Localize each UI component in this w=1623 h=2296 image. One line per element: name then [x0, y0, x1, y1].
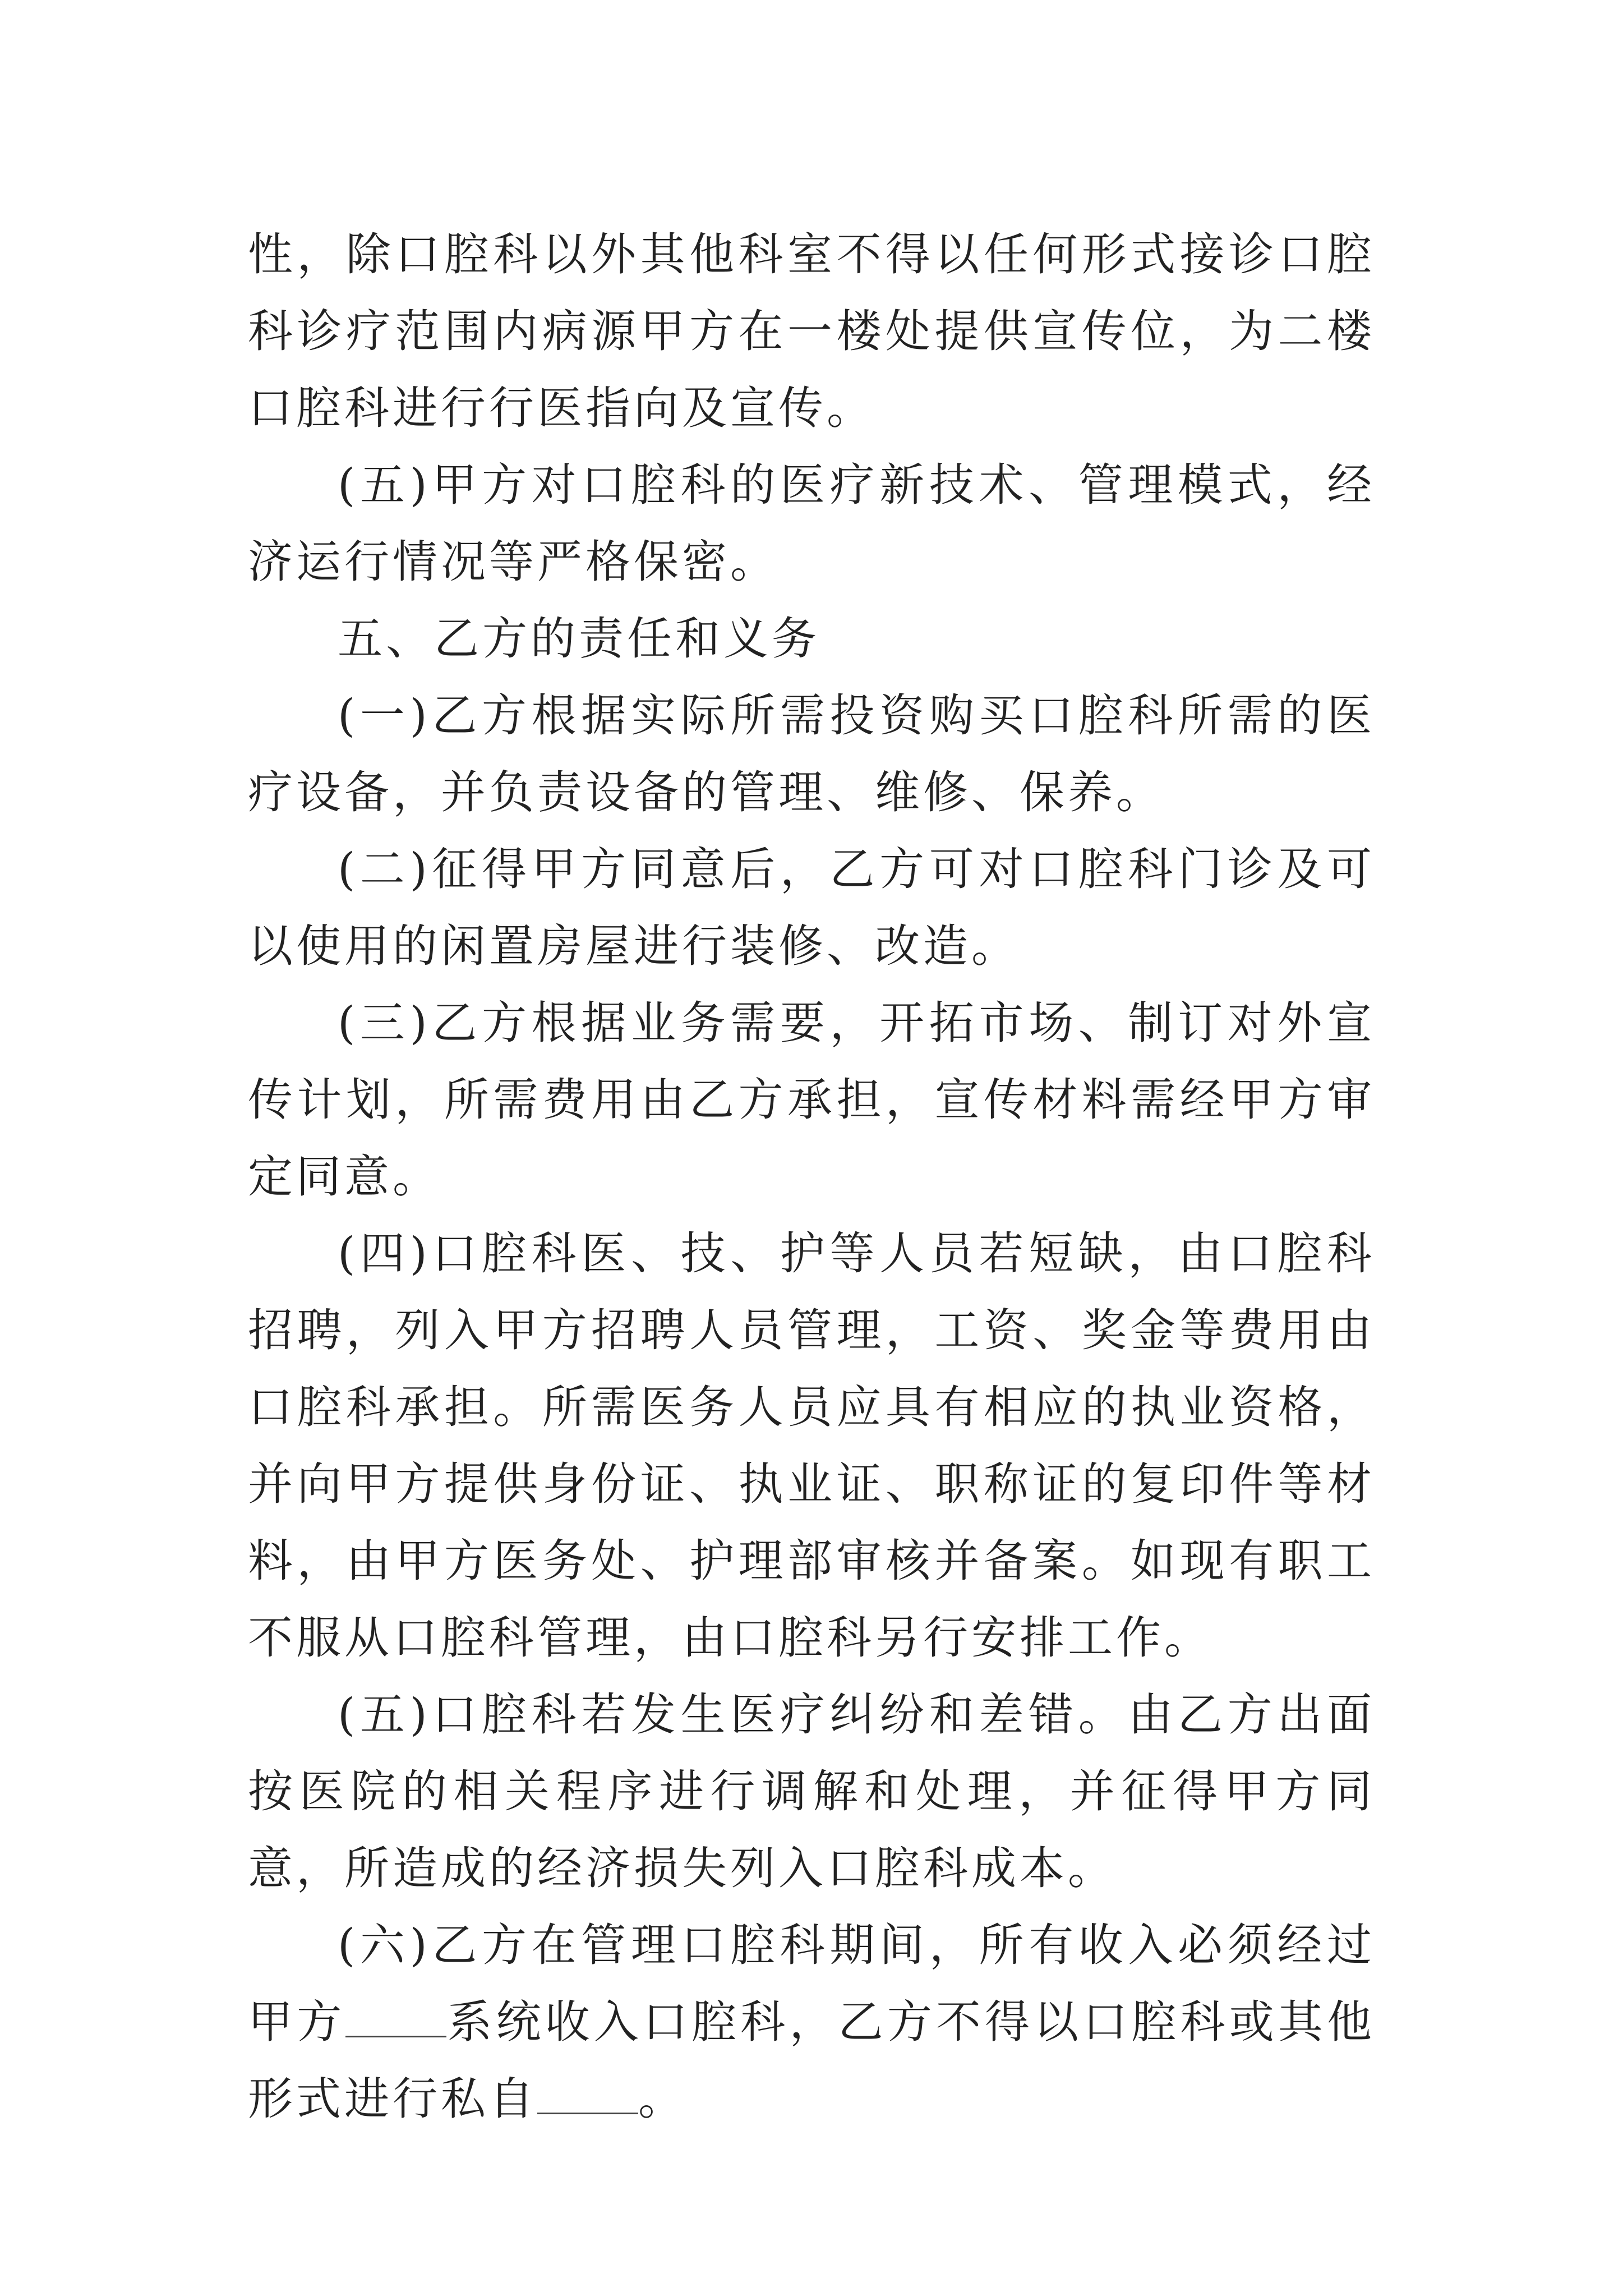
- paragraph-text-part: 系统收入口腔科，乙方不得以口腔科或其他形式进行私自: [248, 1996, 1376, 2125]
- document-body: [248, 216, 1375, 2137]
- section-heading: 五、乙方的责任和义务: [338, 613, 820, 665]
- paragraph: (一)乙方根据实际所需投资购买口腔科所需的医疗设备，并负责设备的管理、维修、保养。: [248, 689, 1375, 818]
- paragraph: (二)征得甲方同意后，乙方可对口腔科门诊及可以使用的闲置房屋进行装修、改造。: [248, 843, 1375, 972]
- paragraph-text-part: 。: [638, 2073, 686, 2125]
- fill-in-blank: [537, 2072, 638, 2114]
- paragraph-with-blanks: [248, 1907, 1375, 2137]
- paragraph: (四)口腔科医、技、护等人员若短缺，由口腔科招聘，列入甲方招聘人员管理，工资、奖金等费用由口腔科承担。所需医务人员应具有相应的执业资格，并向甲方提供身份证、执业证、职称证的复印件等材料，由甲方医务处、护理部审核并备案。如现有职工不服从口腔科管理，由口腔科另行安排工作。: [248, 1227, 1375, 1664]
- fill-in-blank: [345, 1995, 446, 2037]
- paragraph: (五)甲方对口腔科的医疗新技术、管理模式，经济运行情况等严格保密。: [248, 459, 1375, 588]
- paragraph-text-part: (六)乙方在管理口腔科期间，所有收入必须经过甲方: [248, 1919, 1375, 2048]
- paragraph: (三)乙方根据业务需要，开拓市场、制订对外宣传计划，所需费用由乙方承担，宣传材料需经甲方审定同意。: [248, 997, 1375, 1203]
- paragraph: 性，除口腔科以外其他科室不得以任何形式接诊口腔科诊疗范围内病源甲方在一楼处提供宣传位，为二楼口腔科进行行医指向及宣传。: [248, 228, 1375, 434]
- paragraph: (五)口腔科若发生医疗纠纷和差错。由乙方出面按医院的相关程序进行调解和处理，并征得甲方同意，所造成的经济损失列入口腔科成本。: [248, 1688, 1375, 1894]
